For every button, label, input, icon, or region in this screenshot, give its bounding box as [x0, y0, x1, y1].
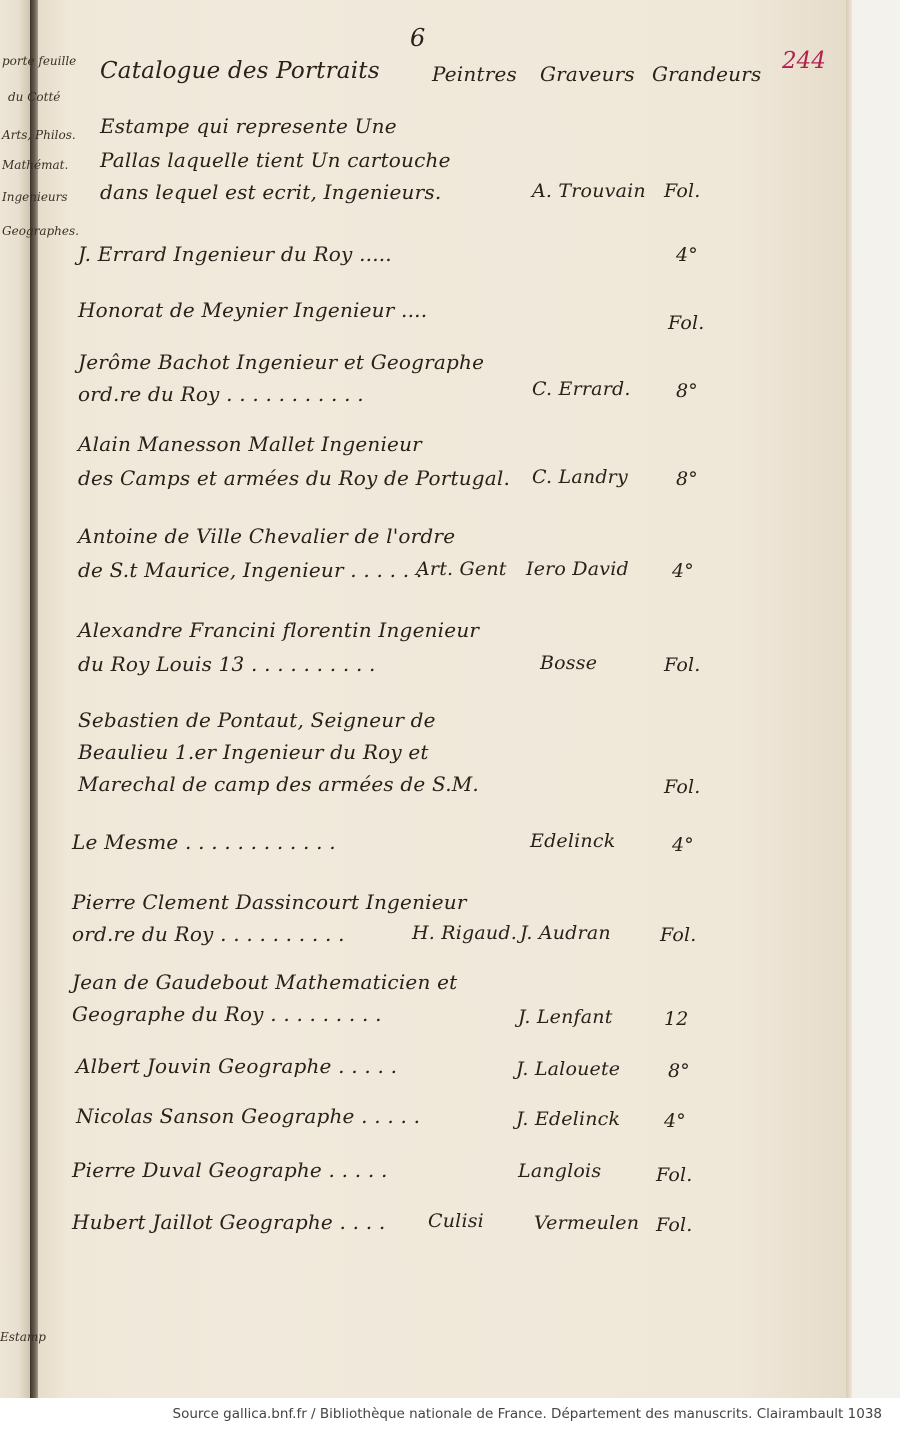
size-cell: Fol. [656, 1164, 693, 1186]
size-cell: Fol. [664, 180, 701, 202]
size-cell: Fol. [656, 1214, 693, 1236]
entry-line: Pierre Clement Dassincourt Ingenieur [72, 890, 467, 914]
size-cell: 8° [676, 380, 698, 402]
size-cell: 4° [672, 834, 694, 856]
entry-line: ord.re du Roy . . . . . . . . . . [72, 922, 345, 946]
previous-page-edge [0, 0, 31, 1398]
entry-line: des Camps et armées du Roy de Portugal. [78, 466, 511, 490]
column-header-painters: Peintres [432, 62, 517, 86]
entry-line: Beaulieu 1.er Ingenieur du Roy et [78, 740, 429, 764]
entry-line: Alexandre Francini florentin Ingenieur [78, 618, 480, 642]
entry-line: de S.t Maurice, Ingenieur . . . . . . [78, 558, 423, 582]
entry-line: Honorat de Meynier Ingenieur .... [78, 298, 428, 322]
manuscript-page [38, 0, 847, 1398]
engraver-cell: Langlois [518, 1160, 602, 1182]
size-cell: 8° [668, 1060, 690, 1082]
margin-note: Arts, Philos. [2, 128, 76, 142]
entry-line: Marechal de camp des armées de S.M. [78, 772, 479, 796]
entry-line: Nicolas Sanson Geographe . . . . . [76, 1104, 421, 1128]
catalogue-title: Catalogue des Portraits [100, 58, 380, 84]
painter-cell: Art. Gent [416, 558, 507, 580]
entry-line: Albert Jouvin Geographe . . . . . [76, 1054, 398, 1078]
margin-note: Mathémat. [2, 158, 69, 172]
entry-line: Antoine de Ville Chevalier de l'ordre [78, 524, 456, 548]
entry-line: Jean de Gaudebout Mathematicien et [72, 970, 458, 994]
painter-cell: H. Rigaud. [412, 922, 517, 944]
size-cell: 8° [676, 468, 698, 490]
source-footer: Source gallica.bnf.fr / Bibliothèque nationale de France. Département des manuscrits. Clairambault 1038 [0, 1398, 900, 1430]
entry-line: J. Errard Ingenieur du Roy ..... [78, 242, 392, 266]
engraver-cell: J. Lenfant [518, 1006, 613, 1028]
size-cell: Fol. [664, 654, 701, 676]
margin-note: Geographes. [2, 224, 79, 238]
column-header-sizes: Grandeurs [652, 62, 762, 86]
size-cell: 4° [672, 560, 694, 582]
engraver-cell: Bosse [540, 652, 598, 674]
entry-line: du Roy Louis 13 . . . . . . . . . . [78, 652, 376, 676]
entry-line: Hubert Jaillot Geographe . . . . [72, 1210, 386, 1234]
entry-line: dans lequel est ecrit, Ingenieurs. [100, 180, 442, 204]
size-cell: Fol. [668, 312, 705, 334]
entry-line: Sebastien de Pontaut, Seigneur de [78, 708, 436, 732]
folio-number: 244 [782, 48, 826, 74]
page-edge [846, 0, 852, 1398]
engraver-cell: Iero David [526, 558, 629, 580]
size-cell: 4° [664, 1110, 686, 1132]
entry-line: Estampe qui represente Une [100, 114, 397, 138]
engraver-cell: J. Edelinck [516, 1108, 621, 1130]
entry-line: Jerôme Bachot Ingenieur et Geographe [78, 350, 485, 374]
entry-line: Geographe du Roy . . . . . . . . . [72, 1002, 382, 1026]
engraver-cell: J. Lalouete [516, 1058, 621, 1080]
entry-line: ord.re du Roy . . . . . . . . . . . [78, 382, 364, 406]
engraver-cell: C. Landry [532, 466, 628, 488]
size-cell: 4° [676, 244, 698, 266]
book-spine [30, 0, 38, 1398]
engraver-cell: J. Audran [520, 922, 611, 944]
engraver-cell: Edelinck [530, 830, 616, 852]
engraver-cell: C. Errard. [532, 378, 631, 400]
page-number: 6 [410, 24, 426, 52]
size-cell: Fol. [660, 924, 697, 946]
entry-line: Pallas laquelle tient Un cartouche [100, 148, 451, 172]
engraver-cell: A. Trouvain [532, 180, 646, 202]
margin-note: porte feuille [2, 54, 77, 68]
margin-note: Ingenieurs [2, 190, 68, 204]
entry-line: Le Mesme . . . . . . . . . . . . [72, 830, 336, 854]
size-cell: 12 [664, 1008, 689, 1030]
painter-cell: Culisi [428, 1210, 484, 1232]
size-cell: Fol. [664, 776, 701, 798]
column-header-engravers: Graveurs [540, 62, 635, 86]
engraver-cell: Vermeulen [534, 1212, 640, 1234]
entry-line: Pierre Duval Geographe . . . . . [72, 1158, 388, 1182]
entry-line: Alain Manesson Mallet Ingenieur [78, 432, 422, 456]
margin-note: Estamp [0, 1330, 46, 1344]
margin-note: du Cotté [8, 90, 61, 104]
